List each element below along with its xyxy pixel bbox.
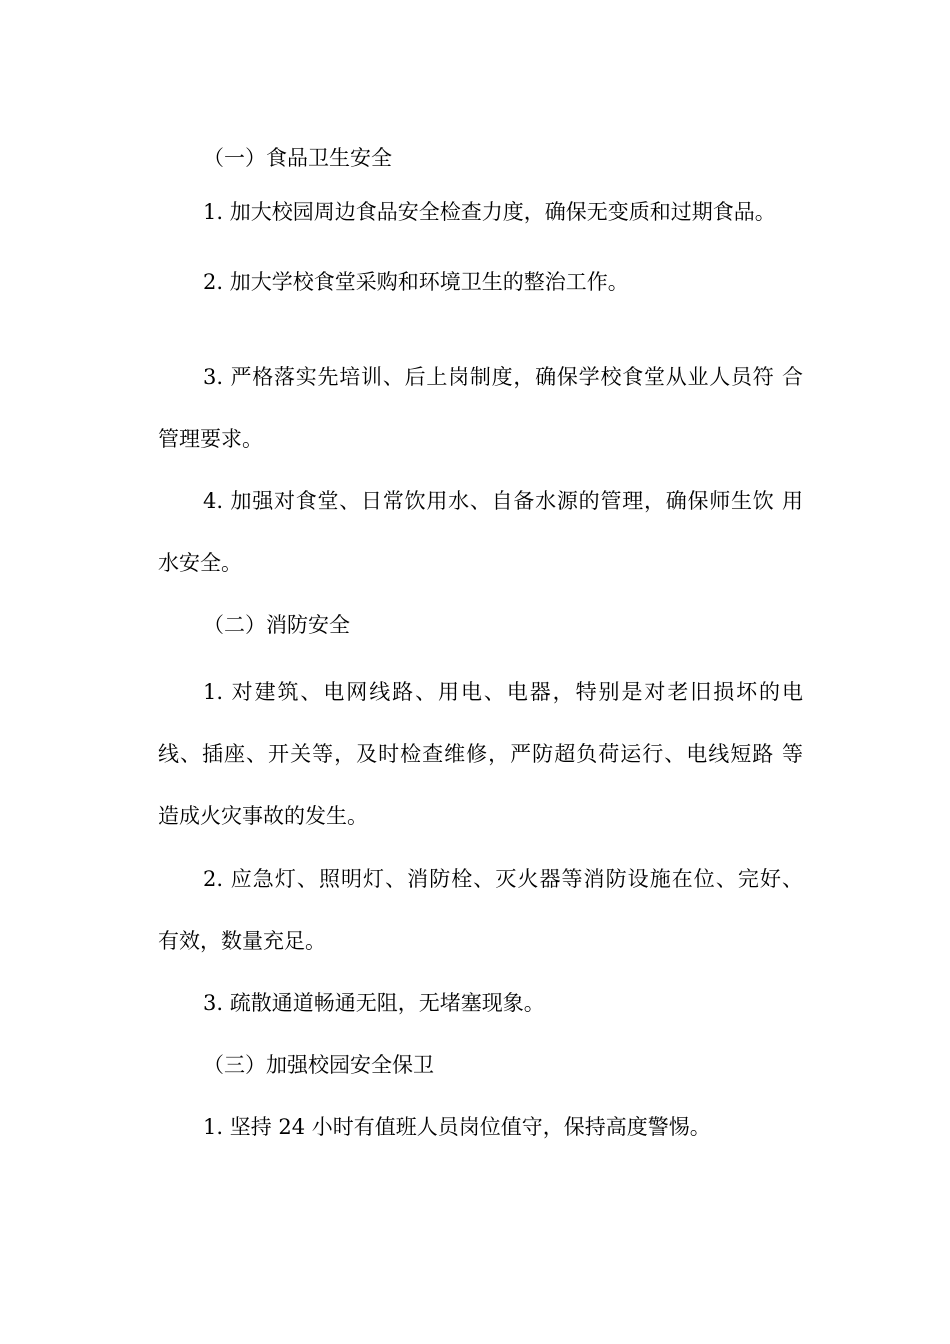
food-item-3-line-1: 3. 严格落实先培训、后上岗制度，确保学校食堂从业人员符 合 (203, 365, 803, 389)
section-heading-fire-safety: （二）消防安全 (203, 613, 350, 637)
fire-item-1-line-1: 1. 对建筑、电网线路、用电、电器，特别是对老旧损坏的电 (203, 680, 803, 704)
section-heading-food-safety: （一）食品卫生安全 (203, 146, 392, 170)
food-item-4-line-1: 4. 加强对食堂、日常饮用水、自备水源的管理，确保师生饮 用 (203, 489, 803, 513)
fire-item-3: 3. 疏散通道畅通无阻，无堵塞现象。 (203, 991, 545, 1015)
food-item-1: 1. 加大校园周边食品安全检查力度，确保无变质和过期食品。 (203, 200, 776, 224)
food-item-2: 2. 加大学校食堂采购和环境卫生的整治工作。 (203, 270, 629, 294)
fire-item-1-line-3: 造成火灾事故的发生。 (158, 804, 368, 828)
security-item-1: 1. 坚持 24 小时有值班人员岗位值守，保持高度警惕。 (203, 1115, 711, 1139)
fire-item-2-line-1: 2. 应急灯、照明灯、消防栓、灭火器等消防设施在位、完好、 (203, 867, 803, 891)
fire-item-1-line-2: 线、插座、开关等，及时检查维修，严防超负荷运行、电线短路 等 (158, 742, 803, 766)
section-heading-campus-security: （三）加强校园安全保卫 (203, 1053, 434, 1077)
food-item-3-line-2: 管理要求。 (158, 427, 263, 451)
food-item-4-line-2: 水安全。 (158, 551, 242, 575)
fire-item-2-line-2: 有效，数量充足。 (158, 929, 326, 953)
